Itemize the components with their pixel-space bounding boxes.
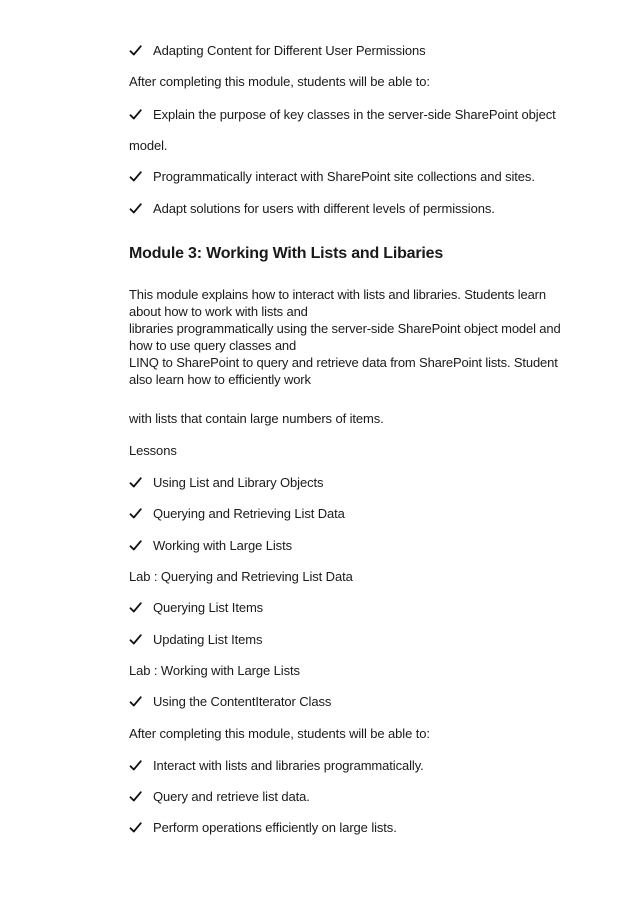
- checkmark-icon: [129, 44, 142, 57]
- outcomes-intro: After completing this module, students will be able to:: [129, 74, 430, 89]
- list-item: [129, 169, 535, 185]
- checkmark-icon: [129, 507, 142, 520]
- list-item-text: Adapt solutions for users with different levels of permissions.: [153, 201, 495, 216]
- checkmark-icon: [129, 695, 142, 708]
- checkmark-icon: [129, 170, 142, 183]
- module-heading: Module 3: Working With Lists and Libaries: [129, 245, 444, 262]
- list-item-text: Interact with lists and libraries programmatically.: [153, 758, 424, 773]
- checkmark-icon: [129, 759, 142, 772]
- list-item-text: Perform operations efficiently on large lists.: [153, 820, 397, 835]
- outcomes-intro: After completing this module, students will be able to:: [129, 726, 430, 741]
- list-item-text: Querying List Items: [153, 600, 264, 615]
- checkmark-icon: [129, 108, 142, 121]
- description-line: libraries programmatically using the server-side SharePoint object model and: [129, 321, 561, 336]
- description-line: how to use query classes and: [129, 338, 297, 353]
- list-item-text: Working with Large Lists: [153, 538, 292, 553]
- list-item-text: Query and retrieve list data.: [153, 789, 310, 804]
- lab-title: Lab : Querying and Retrieving List Data: [129, 569, 353, 584]
- list-item: [129, 820, 397, 836]
- checkmark-icon: [129, 821, 142, 834]
- list-item-wrap: model.: [129, 138, 168, 153]
- list-item: [129, 789, 310, 805]
- list-item-text: Explain the purpose of key classes in the server-side SharePoint object: [153, 107, 556, 122]
- list-item: [129, 600, 263, 616]
- description-tail: with lists that contain large numbers of items.: [129, 411, 384, 426]
- list-item-text: Using the ContentIterator Class: [153, 694, 332, 709]
- lab-title: Lab : Working with Large Lists: [129, 663, 300, 678]
- lessons-label: Lessons: [129, 443, 177, 458]
- list-item: [129, 43, 426, 59]
- list-item: [129, 694, 331, 710]
- list-item-text: Querying and Retrieving List Data: [153, 506, 345, 521]
- checkmark-icon: [129, 601, 142, 614]
- checkmark-icon: [129, 633, 142, 646]
- list-item: [129, 506, 345, 522]
- list-item-text: Adapting Content for Different User Permissions: [153, 43, 426, 58]
- description-line: about how to work with lists and: [129, 304, 308, 319]
- list-item: [129, 201, 495, 217]
- checkmark-icon: [129, 790, 142, 803]
- module-description: [129, 286, 599, 388]
- list-item: [129, 107, 556, 123]
- checkmark-icon: [129, 202, 142, 215]
- checkmark-icon: [129, 476, 142, 489]
- list-item-text: Using List and Library Objects: [153, 475, 324, 490]
- list-item-text: Programmatically interact with SharePoint site collections and sites.: [153, 169, 535, 184]
- checkmark-icon: [129, 539, 142, 552]
- list-item: [129, 758, 424, 774]
- description-line: This module explains how to interact with lists and libraries. Students learn: [129, 287, 546, 302]
- list-item-text: Updating List Items: [153, 632, 263, 647]
- list-item: [129, 475, 323, 491]
- description-line: LINQ to SharePoint to query and retrieve data from SharePoint lists. Student: [129, 355, 558, 370]
- list-item: [129, 632, 262, 648]
- description-line: also learn how to efficiently work: [129, 372, 311, 387]
- list-item: [129, 538, 292, 554]
